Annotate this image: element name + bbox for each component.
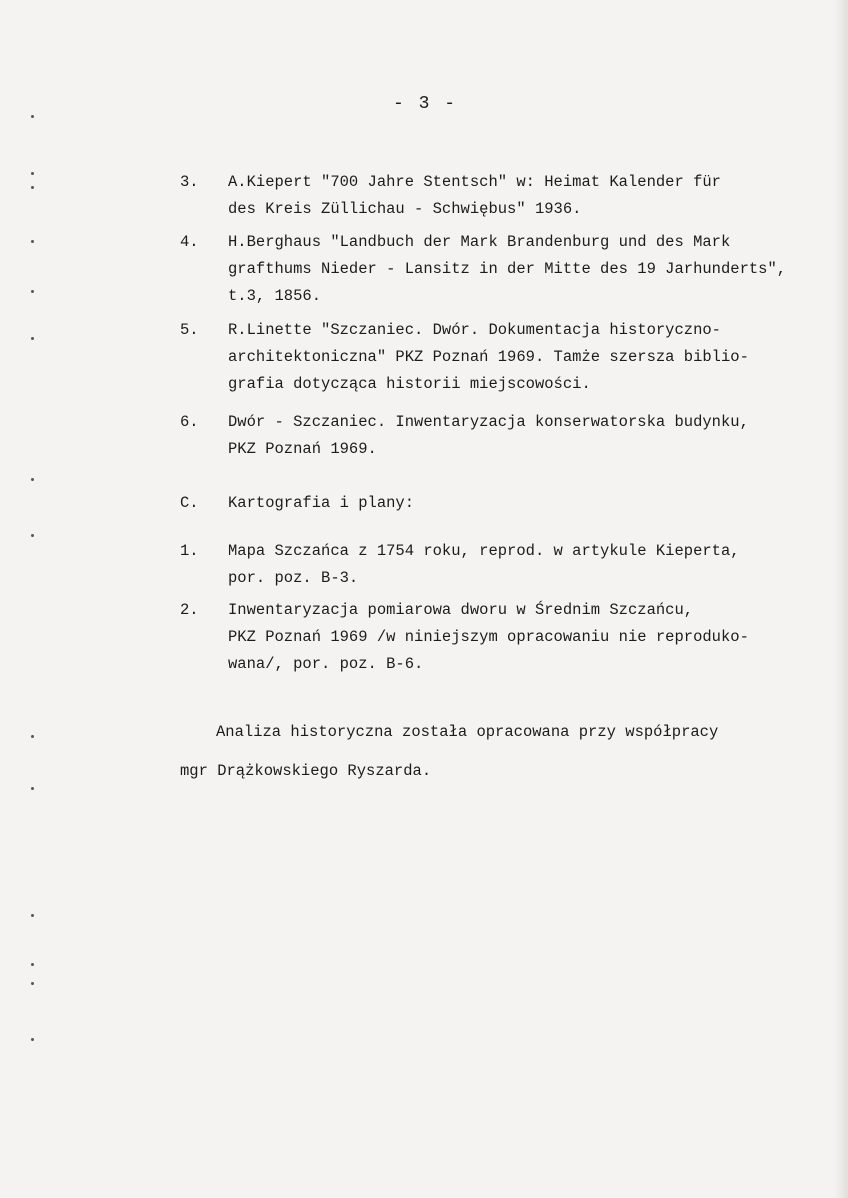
closing-line: Analiza historyczna została opracowana przy współpracy — [216, 723, 719, 741]
entry-number: 6. — [180, 413, 199, 431]
entry-number: 4. — [180, 233, 199, 251]
entry-number: 1. — [180, 542, 199, 560]
entry-line: des Kreis Züllichau - Schwiębus" 1936. — [228, 200, 582, 218]
margin-dot — [31, 115, 34, 118]
margin-dot — [31, 172, 34, 175]
section-letter: C. — [180, 494, 199, 512]
bibliography-entry — [180, 169, 721, 223]
entry-line: grafia dotycząca historii miejscowości. — [228, 375, 591, 393]
margin-dot — [31, 787, 34, 790]
entry-line: Mapa Szczańca z 1754 roku, reprod. w artykule Kieperta, — [228, 542, 740, 560]
cartography-entry — [180, 538, 740, 592]
entry-line: A.Kiepert "700 Jahre Stentsch" w: Heimat Kalender für — [228, 173, 721, 191]
entry-number: 3. — [180, 173, 199, 191]
entry-line: PKZ Poznań 1969. — [228, 440, 377, 458]
margin-dot — [31, 186, 34, 189]
page-number: - 3 - — [392, 94, 457, 114]
margin-dot — [31, 914, 34, 917]
page-edge-shadow — [834, 0, 848, 1198]
entry-line: wana/, por. poz. B-6. — [228, 655, 424, 673]
bibliography-entry — [180, 317, 749, 398]
entry-line: Inwentaryzacja pomiarowa dworu w Średnim Szczańcu, — [228, 601, 694, 619]
entry-number: 5. — [180, 321, 199, 339]
entry-line: H.Berghaus "Landbuch der Mark Brandenburg und des Mark — [228, 233, 731, 251]
entry-line: t.3, 1856. — [228, 287, 322, 305]
margin-dot — [31, 534, 34, 537]
entry-number: 2. — [180, 601, 199, 619]
margin-dot — [31, 735, 34, 738]
margin-dot — [31, 982, 34, 985]
margin-dot — [31, 240, 34, 243]
cartography-entry — [180, 597, 749, 678]
closing-line: mgr Drążkowskiego Ryszarda. — [180, 762, 432, 780]
entry-line: grafthums Nieder - Lansitz in der Mitte des 19 Jarhunderts", — [228, 260, 787, 278]
bibliography-entry — [180, 229, 786, 310]
margin-dot — [31, 290, 34, 293]
entry-line: Dwór - Szczaniec. Inwentaryzacja konserwatorska budynku, — [228, 413, 749, 431]
margin-dot — [31, 963, 34, 966]
bibliography-entry — [180, 409, 749, 463]
entry-line: R.Linette "Szczaniec. Dwór. Dokumentacja historyczno- — [228, 321, 721, 339]
entry-line: PKZ Poznań 1969 /w niniejszym opracowaniu nie reproduko- — [228, 628, 749, 646]
entry-line: architektoniczna" PKZ Poznań 1969. Tamże szersza biblio- — [228, 348, 749, 366]
margin-dot — [31, 478, 34, 481]
margin-dot — [31, 337, 34, 340]
entry-line: por. poz. B-3. — [228, 569, 359, 587]
section-heading — [180, 490, 414, 517]
margin-dot — [31, 1038, 34, 1041]
section-title: Kartografia i plany: — [228, 494, 415, 512]
